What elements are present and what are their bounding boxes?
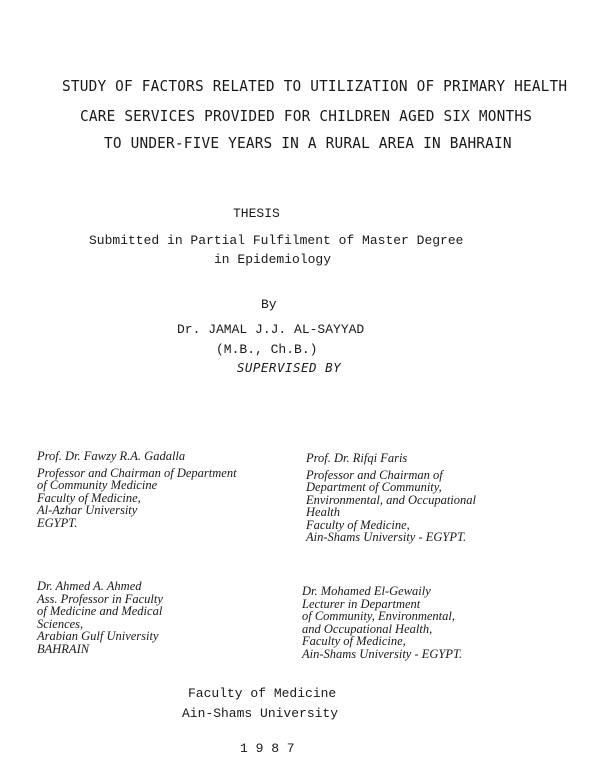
supervisor-block-3 (37, 580, 163, 655)
supervisor-block-1 (37, 450, 237, 529)
supervisor-line: Faculty of Medicine, (302, 634, 406, 648)
supervisor-line: of Community, Environmental, (302, 609, 455, 623)
submission-statement: Submitted in Partial Fulfilment of Master Degree (89, 233, 464, 248)
supervisor-block-2 (306, 452, 476, 544)
supervisor-line: Lecturer in Department (302, 596, 421, 611)
author-name: Dr. JAMAL J.J. AL-SAYYAD (177, 322, 365, 337)
by-label: By (261, 297, 277, 312)
supervisor-line: Health (306, 505, 341, 519)
supervisor-line: Faculty of Medicine, (37, 490, 141, 505)
university-name: Ain-Shams University (182, 706, 339, 721)
title-line-1: STUDY OF FACTORS RELATED TO UTILIZATION OF PRIMARY HEALTH (62, 77, 568, 95)
supervisor-line: Department of Community, (306, 480, 442, 494)
supervisor-line: Professor and Chairman of Department (37, 465, 237, 480)
supervised-by-heading: SUPERVISED BY (236, 360, 342, 375)
year: 1 9 8 7 (240, 741, 295, 756)
supervisor-line: of Community Medicine (37, 478, 158, 492)
supervisor-line: Faculty of Medicine, (306, 517, 410, 532)
supervisor-line: Ain-Shams University - EGYPT. (306, 530, 467, 544)
supervisor-line: Arabian Gulf University (37, 629, 159, 643)
supervisor-line: and Occupational Health, (302, 621, 433, 636)
supervisor-line: Professor and Chairman of (306, 467, 443, 482)
supervisor-line: Sciences, (37, 616, 84, 631)
faculty-name: Faculty of Medicine (188, 686, 337, 701)
degree-field: in Epidemiology (214, 252, 332, 267)
supervisor-line: of Medicine and Medical (37, 604, 163, 618)
supervisor-name: Dr. Ahmed A. Ahmed (37, 579, 142, 593)
title-line-3: TO UNDER-FIVE YEARS IN A RURAL AREA IN BAHRAIN (104, 134, 512, 152)
author-degrees: (M.B., Ch.B.) (216, 342, 318, 357)
supervisor-line: Ain-Shams University - EGYPT. (302, 646, 463, 661)
title-line-2: CARE SERVICES PROVIDED FOR CHILDREN AGED SIX MONTHS (80, 107, 533, 125)
supervisor-name: Prof. Dr. Fawzy R.A. Gadalla (37, 449, 186, 463)
supervisor-name: Dr. Mohamed El-Gewaily (302, 584, 431, 598)
supervisor-name: Prof. Dr. Rifqi Faris (306, 451, 408, 465)
supervisor-block-4 (302, 585, 462, 660)
supervisor-line: EGYPT. (37, 515, 78, 530)
thesis-heading: THESIS (233, 206, 280, 221)
supervisor-line: Environmental, and Occupational (306, 492, 476, 507)
supervisor-line: Ass. Professor in Faculty (37, 591, 163, 606)
supervisor-line: Al-Azhar University (37, 503, 138, 517)
supervisor-line: BAHRAIN (37, 641, 90, 656)
